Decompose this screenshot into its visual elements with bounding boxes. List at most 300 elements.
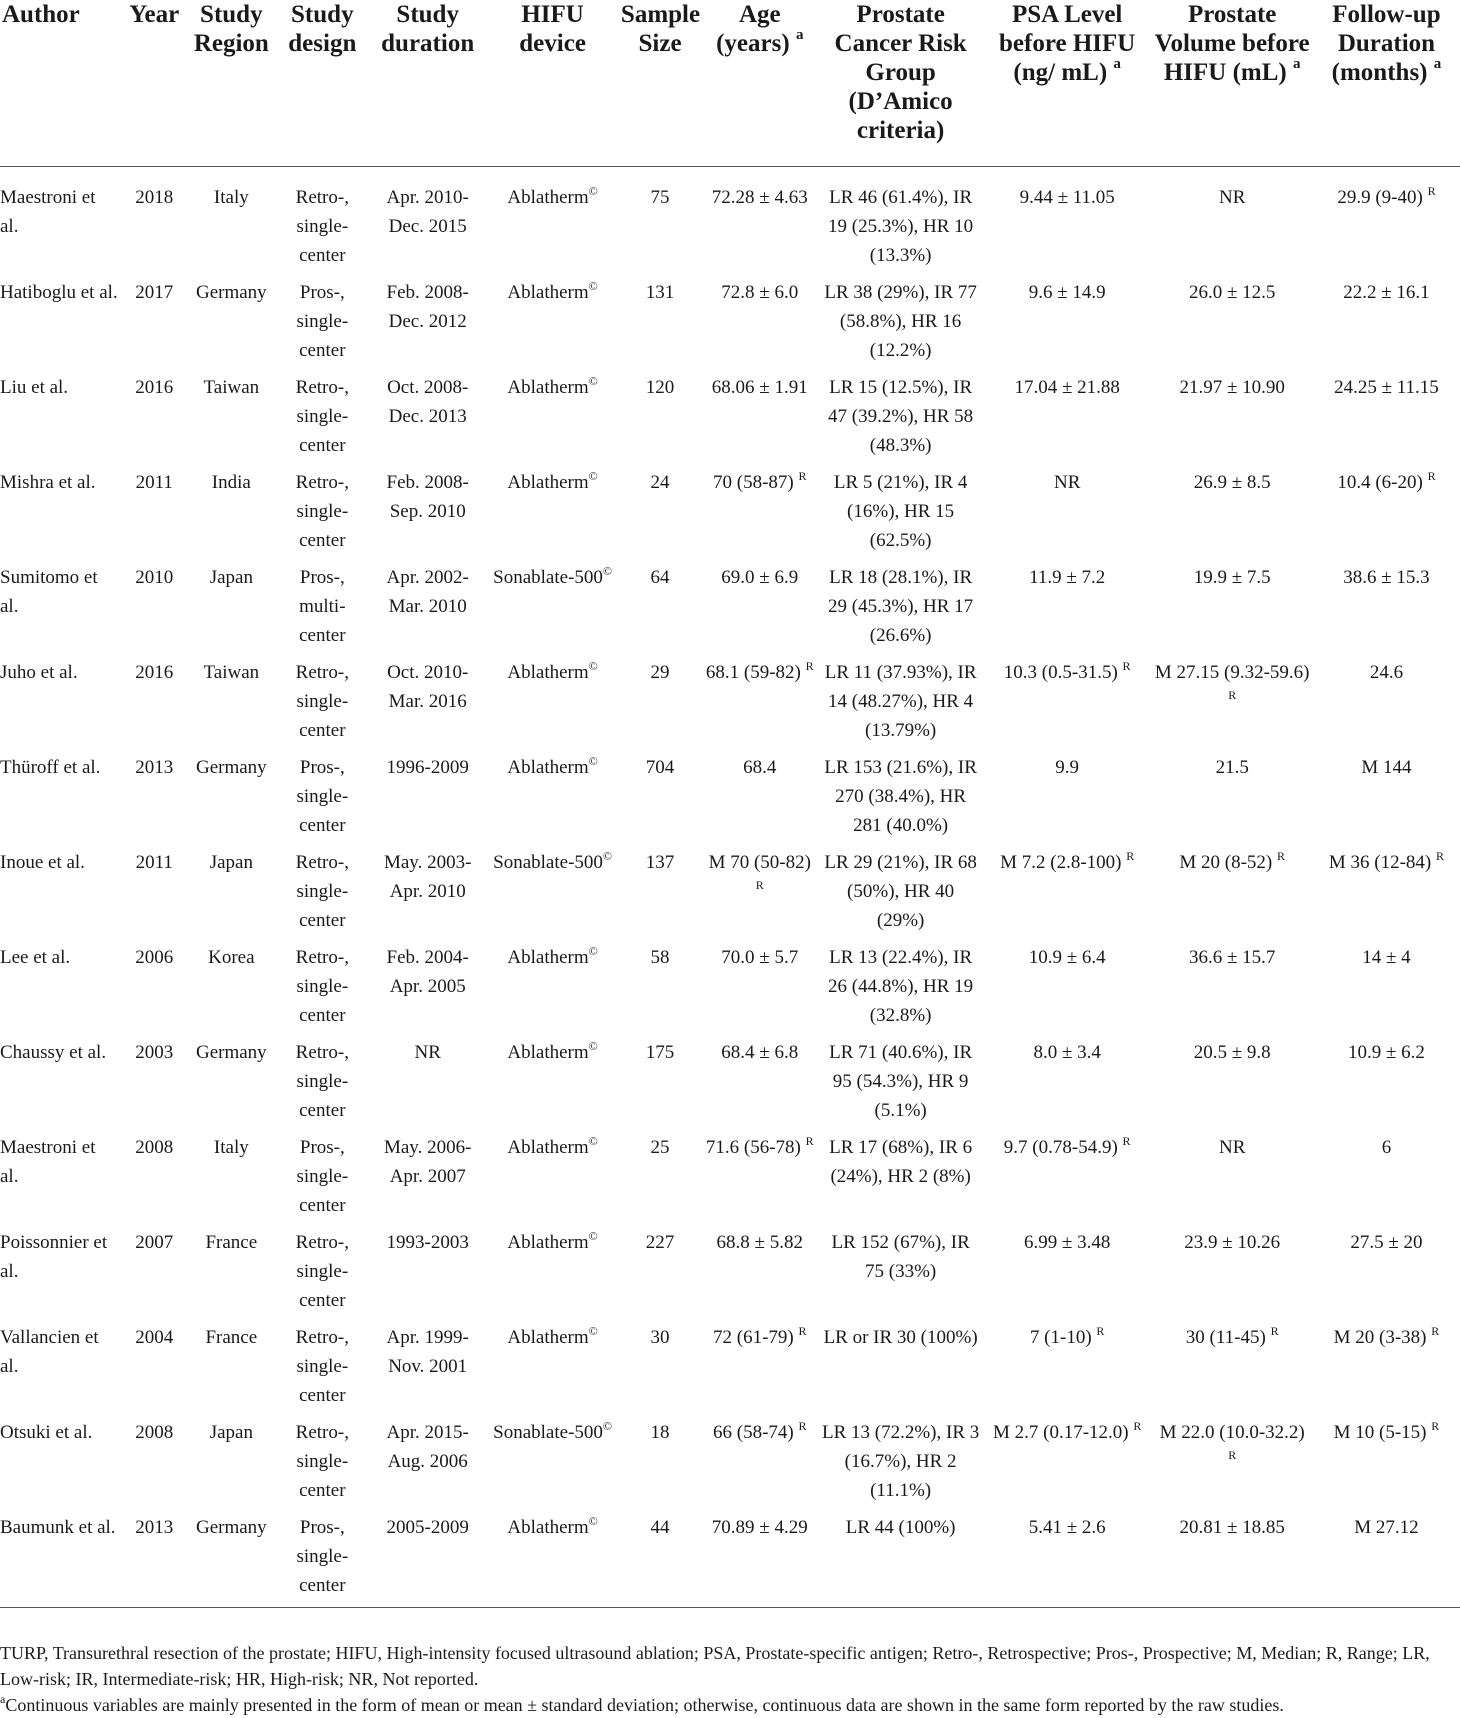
cell-text: Mishra et al. [0,471,96,493]
table-cell [1151,1418,1312,1513]
cell-text: 44 [650,1516,670,1538]
table-cell [486,167,619,278]
table-cell [818,1323,983,1418]
cell-text: Feb. 2008-Sep. 2010 [386,471,469,522]
cell-text: 2018 [135,187,174,208]
table-cell [619,1228,701,1323]
table-cell [701,1513,818,1608]
cell-text: Ablatherm [507,1041,589,1063]
table-cell [701,1418,818,1513]
table-cell [619,1513,701,1608]
cell-text: Ablatherm [507,946,589,968]
table-cell [1151,563,1312,658]
column-header [1313,0,1460,167]
table-cell [121,658,187,753]
table-body [0,167,1460,1608]
cell-text: 175 [645,1041,675,1063]
range-marker: R [1133,1418,1142,1433]
cell-text: M 36 (12-84) [1328,851,1432,873]
cell-text: Italy [213,1136,249,1158]
cell-text: 20.5 ± 9.8 [1193,1041,1271,1063]
cell-text: Ablatherm [507,1326,589,1348]
range-marker: R [798,1418,807,1433]
table-cell [121,1133,187,1228]
table-cell [121,278,187,373]
range-marker: R [1122,1133,1131,1148]
table-cell [1313,1418,1460,1513]
cell-text: LR 152 (67%), IR 75 (33%) [831,1231,970,1282]
copyright-mark: © [588,1228,598,1243]
cell-text: LR 5 (21%), IR 4 (16%), HR 15 (62.5%) [833,471,968,551]
cell-text: M 27.15 (9.32-59.6) [1154,661,1310,683]
table-cell [0,658,121,753]
cell-text: 9.7 (0.78-54.9) [1003,1136,1118,1158]
cell-text: 2004 [135,1326,174,1348]
table-cell [187,848,275,943]
table-row [0,1513,1460,1608]
table-cell [1313,278,1460,373]
cell-text: 2005-2009 [386,1516,469,1538]
table-cell [0,468,121,563]
table-cell [818,1228,983,1323]
range-marker: R [805,1133,814,1148]
column-header-label: Age (years) [716,1,790,57]
table-cell [369,848,486,943]
cell-text: Retro-, single-center [295,946,349,1026]
copyright-mark: © [588,278,598,293]
cell-text: Retro-, single-center [295,471,349,551]
table-cell [1313,373,1460,468]
table-cell [369,468,486,563]
column-header [0,0,121,167]
range-marker: R [1431,1323,1440,1338]
table-cell [983,1228,1152,1323]
cell-text: 72 (61-79) [713,1326,794,1348]
cell-text: Chaussy et al. [0,1041,107,1063]
table-cell [0,167,121,278]
table-cell [818,468,983,563]
cell-text: 18 [650,1421,670,1443]
cell-text: Retro-, single-center [295,1041,349,1121]
cell-text: Poissonnier et al. [0,1231,108,1282]
table-cell [701,658,818,753]
cell-text: Retro-, single-center [295,1231,349,1311]
table-cell [369,658,486,753]
cell-text: Ablatherm [507,376,589,398]
cell-text: 2008 [135,1136,174,1158]
cell-text: 25 [650,1136,670,1158]
cell-text: 8.0 ± 3.4 [1033,1041,1101,1063]
cell-text: Germany [195,756,267,778]
table-cell [486,563,619,658]
cell-text: Ablatherm [507,1136,589,1158]
table-row [0,468,1460,563]
cell-text: LR 71 (40.6%), IR 95 (54.3%), HR 9 (5.1%) [829,1041,973,1121]
table-cell [0,563,121,658]
table-cell [619,848,701,943]
table-cell [369,1323,486,1418]
table-footnotes [0,1640,1460,1718]
cell-text: Italy [213,187,249,208]
column-header-label: Prostate Cancer Risk Group (D’Amico criteria) [834,1,967,144]
table-cell [983,943,1152,1038]
table-cell [619,753,701,848]
table-row [0,1323,1460,1418]
cell-text: Pros-, single-center [296,756,349,836]
range-marker: R [1122,658,1131,673]
cell-text: 9.44 ± 11.05 [1019,187,1115,208]
cell-text: 2011 [135,851,173,873]
table-cell [619,658,701,753]
table-row [0,1418,1460,1513]
cell-text: Sumitomo et al. [0,566,98,617]
table-cell [1151,1323,1312,1418]
cell-text: NR [1218,1136,1246,1158]
table-cell [121,1038,187,1133]
cell-text: M 27.12 [1354,1516,1419,1538]
cell-text: Apr. 2010-Dec. 2015 [386,187,469,237]
table-cell [983,848,1152,943]
table-cell [818,563,983,658]
cell-text: Retro-, single-center [295,661,349,741]
cell-text: 58 [650,946,670,968]
copyright-mark: © [588,753,598,768]
cell-text: 68.4 [743,756,777,778]
cell-text: LR 38 (29%), IR 77 (58.8%), HR 16 (12.2%) [824,281,977,361]
table-cell [1151,1038,1312,1133]
cell-text: 30 [650,1326,670,1348]
table-cell [121,373,187,468]
cell-text: 2010 [135,566,174,588]
table-cell [276,1228,370,1323]
table-row [0,1133,1460,1228]
table-cell [1151,167,1312,278]
cell-text: Vallancien et al. [0,1326,99,1377]
table-cell [121,563,187,658]
cell-text: LR or IR 30 (100%) [823,1326,978,1348]
table-row [0,563,1460,658]
cell-text: 24.25 ± 11.15 [1334,376,1439,398]
cell-text: M 20 (3-38) [1333,1326,1427,1348]
cell-text: 71.6 (56-78) [705,1136,801,1158]
table-row [0,1038,1460,1133]
column-header-label: Study Region [193,1,269,57]
cell-text: 21.97 ± 10.90 [1179,376,1285,398]
table-cell [486,848,619,943]
table-cell [983,1133,1152,1228]
table-cell [121,167,187,278]
column-header-footnote-marker: a [1113,56,1121,72]
cell-text: 27.5 ± 20 [1350,1231,1423,1253]
cell-text: 21.5 [1215,756,1249,778]
cell-text: 75 [650,187,670,208]
cell-text: M 7.2 (2.8-100) [1000,851,1122,873]
table-cell [818,753,983,848]
table-cell [121,1513,187,1608]
range-marker: R [1431,1418,1440,1433]
cell-text: 2003 [135,1041,174,1063]
table-cell [619,278,701,373]
cell-text: Baumunk et al. [0,1516,116,1538]
table-cell [486,753,619,848]
cell-text: 69.0 ± 6.9 [721,566,799,588]
table-cell [701,1228,818,1323]
range-marker: R [805,658,814,673]
table-row [0,848,1460,943]
table-cell [276,1323,370,1418]
table-cell [701,1038,818,1133]
cell-text: Apr. 2002-Mar. 2010 [386,566,469,617]
note-a-marker: a [0,1692,6,1706]
table-cell [121,1323,187,1418]
cell-text: 2008 [135,1421,174,1443]
table-cell [818,658,983,753]
table-row [0,1228,1460,1323]
cell-text: India [211,471,251,493]
cell-text: France [205,1326,258,1348]
table-cell [187,278,275,373]
cell-text: Retro-, single-center [295,376,349,456]
cell-text: M 20 (8-52) [1179,851,1273,873]
table-cell [276,1513,370,1608]
table-cell [619,167,701,278]
table-cell [0,278,121,373]
column-header-label: Follow-up Duration (months) [1331,1,1441,86]
cell-text: 70.89 ± 4.29 [711,1516,808,1538]
table-cell [619,468,701,563]
table-cell [0,1418,121,1513]
cell-text: 1993-2003 [386,1231,469,1253]
table-cell [701,848,818,943]
column-header-footnote-marker: a [1433,56,1442,72]
table-cell [701,753,818,848]
cell-text: 2013 [135,1516,174,1538]
cell-text: 2013 [135,756,174,778]
copyright-mark: © [602,848,613,863]
table-cell [983,1418,1152,1513]
table-cell [486,373,619,468]
table-cell [1151,753,1312,848]
cell-text: 704 [645,756,675,778]
table-cell [0,848,121,943]
table-cell [369,1038,486,1133]
table-cell [276,468,370,563]
table-cell [369,373,486,468]
cell-text: Ablatherm [507,661,589,683]
table-cell [276,658,370,753]
column-header-label: HIFU device [519,1,586,57]
cell-text: 10.9 ± 6.4 [1028,946,1106,968]
cell-text: Juho et al. [0,661,78,683]
cell-text: Retro-, single-center [295,1326,349,1406]
table-cell [619,943,701,1038]
cell-text: 64 [650,566,670,588]
cell-text: Inoue et al. [0,851,85,873]
table-cell [276,848,370,943]
table-cell [276,1133,370,1228]
table-cell [701,1323,818,1418]
table-row [0,373,1460,468]
cell-text: 38.6 ± 15.3 [1343,566,1430,588]
cell-text: Otsuki et al. [0,1421,93,1443]
cell-text: Hatiboglu et al. [0,281,118,303]
cell-text: 26.9 ± 8.5 [1193,471,1271,493]
table-cell [1151,278,1312,373]
table-cell [276,278,370,373]
column-header-label: Study duration [381,1,475,57]
table-cell [1313,1513,1460,1608]
cell-text: 2007 [135,1231,174,1253]
table-cell [187,1323,275,1418]
cell-text: M 10 (5-15) [1333,1421,1427,1443]
cell-text: 68.8 ± 5.82 [716,1231,803,1253]
table-cell [276,1038,370,1133]
column-header-footnote-marker: a [795,27,804,43]
cell-text: M 144 [1361,756,1412,778]
table-cell [187,658,275,753]
column-header-label: PSA Level before HIFU (ng/ mL) [999,1,1136,86]
table-cell [369,278,486,373]
column-header [818,0,983,167]
range-marker: R [798,468,807,483]
table-cell [619,1323,701,1418]
cell-text: LR 44 (100%) [845,1516,956,1538]
cell-text: 23.9 ± 10.26 [1184,1231,1281,1253]
table-cell [619,1133,701,1228]
table-cell [619,563,701,658]
table-cell [369,943,486,1038]
cell-text: NR [1218,187,1246,208]
cell-text: 10.9 ± 6.2 [1347,1041,1425,1063]
cell-text: Lee et al. [0,946,71,968]
table-cell [486,1513,619,1608]
cell-text: Pros-, single-center [296,1136,349,1216]
cell-text: 72.28 ± 4.63 [711,187,808,208]
copyright-mark: © [602,563,613,578]
table-cell [1151,943,1312,1038]
table-cell [486,658,619,753]
cell-text: 68.1 (59-82) [705,661,801,683]
cell-text: Pros-, single-center [296,281,349,361]
cell-text: 29 [650,661,670,683]
cell-text: 19.9 ± 7.5 [1193,566,1271,588]
column-header [369,0,486,167]
range-marker: R [1427,184,1436,198]
cell-text: Retro-, single-center [295,851,349,931]
table-cell [121,1418,187,1513]
table-cell [486,468,619,563]
cell-text: Thüroff et al. [0,756,101,778]
column-header [276,0,370,167]
cell-text: 5.41 ± 2.6 [1028,1516,1106,1538]
range-marker: R [1436,848,1445,863]
table-cell [1313,563,1460,658]
copyright-mark: © [588,184,598,198]
column-header [701,0,818,167]
table-cell [1151,373,1312,468]
cell-text: Apr. 1999-Nov. 2001 [386,1326,469,1377]
column-header [121,0,187,167]
cell-text: Germany [195,281,267,303]
table-row [0,753,1460,848]
table-cell [701,167,818,278]
table-cell [0,1513,121,1608]
range-marker: R [1126,848,1135,863]
table-cell [276,943,370,1038]
column-header [1151,0,1312,167]
cell-text: 70 (58-87) [713,471,794,493]
column-header [486,0,619,167]
table-cell [983,1513,1152,1608]
table-cell [121,1228,187,1323]
table-cell [619,373,701,468]
table-cell [276,167,370,278]
cell-text: Sonablate-500 [493,1421,603,1443]
table-cell [1313,1133,1460,1228]
table-cell [486,1323,619,1418]
range-marker: R [1228,1447,1237,1462]
copyright-mark: © [588,943,598,958]
cell-text: LR 15 (12.5%), IR 47 (39.2%), HR 58 (48.3%) [828,376,974,456]
table-cell [1313,1038,1460,1133]
table-cell [1151,1513,1312,1608]
cell-text: Ablatherm [507,187,589,208]
table-cell [187,753,275,848]
table-cell [818,1513,983,1608]
copyright-mark: © [588,1513,598,1528]
cell-text: 2017 [135,281,174,303]
table-cell [701,278,818,373]
table-cell [187,167,275,278]
table-cell [983,658,1152,753]
column-header [983,0,1152,167]
cell-text: 68.06 ± 1.91 [711,376,808,398]
cell-text: 36.6 ± 15.7 [1188,946,1276,968]
cell-text: Oct. 2010-Mar. 2016 [387,661,469,712]
table-cell [187,1513,275,1608]
table-cell [983,373,1152,468]
table-cell [486,1418,619,1513]
range-marker: R [1228,687,1237,702]
range-marker: R [1270,1323,1279,1338]
table-cell [0,753,121,848]
cell-text: Taiwan [203,661,260,683]
table-cell [1313,167,1460,278]
note-a-footnote [0,1692,1460,1718]
cell-text: Feb. 2004-Apr. 2005 [386,946,469,997]
table-cell [983,753,1152,848]
table-cell [0,1323,121,1418]
table-cell [818,167,983,278]
cell-text: Ablatherm [507,471,589,493]
table-cell [369,1513,486,1608]
table-cell [276,373,370,468]
cell-text: 24 [650,471,670,493]
column-header-label: Author [2,1,80,28]
table-cell [187,1418,275,1513]
cell-text: Japan [209,851,253,873]
cell-text: 29.9 (9-40) [1337,187,1423,208]
table-cell [0,373,121,468]
table-cell [1151,468,1312,563]
table-cell [486,1133,619,1228]
table-cell [818,848,983,943]
table-cell [701,468,818,563]
table-cell [121,943,187,1038]
table-cell [121,468,187,563]
cell-text: 10.4 (6-20) [1337,471,1423,493]
cell-text: Japan [209,566,253,588]
